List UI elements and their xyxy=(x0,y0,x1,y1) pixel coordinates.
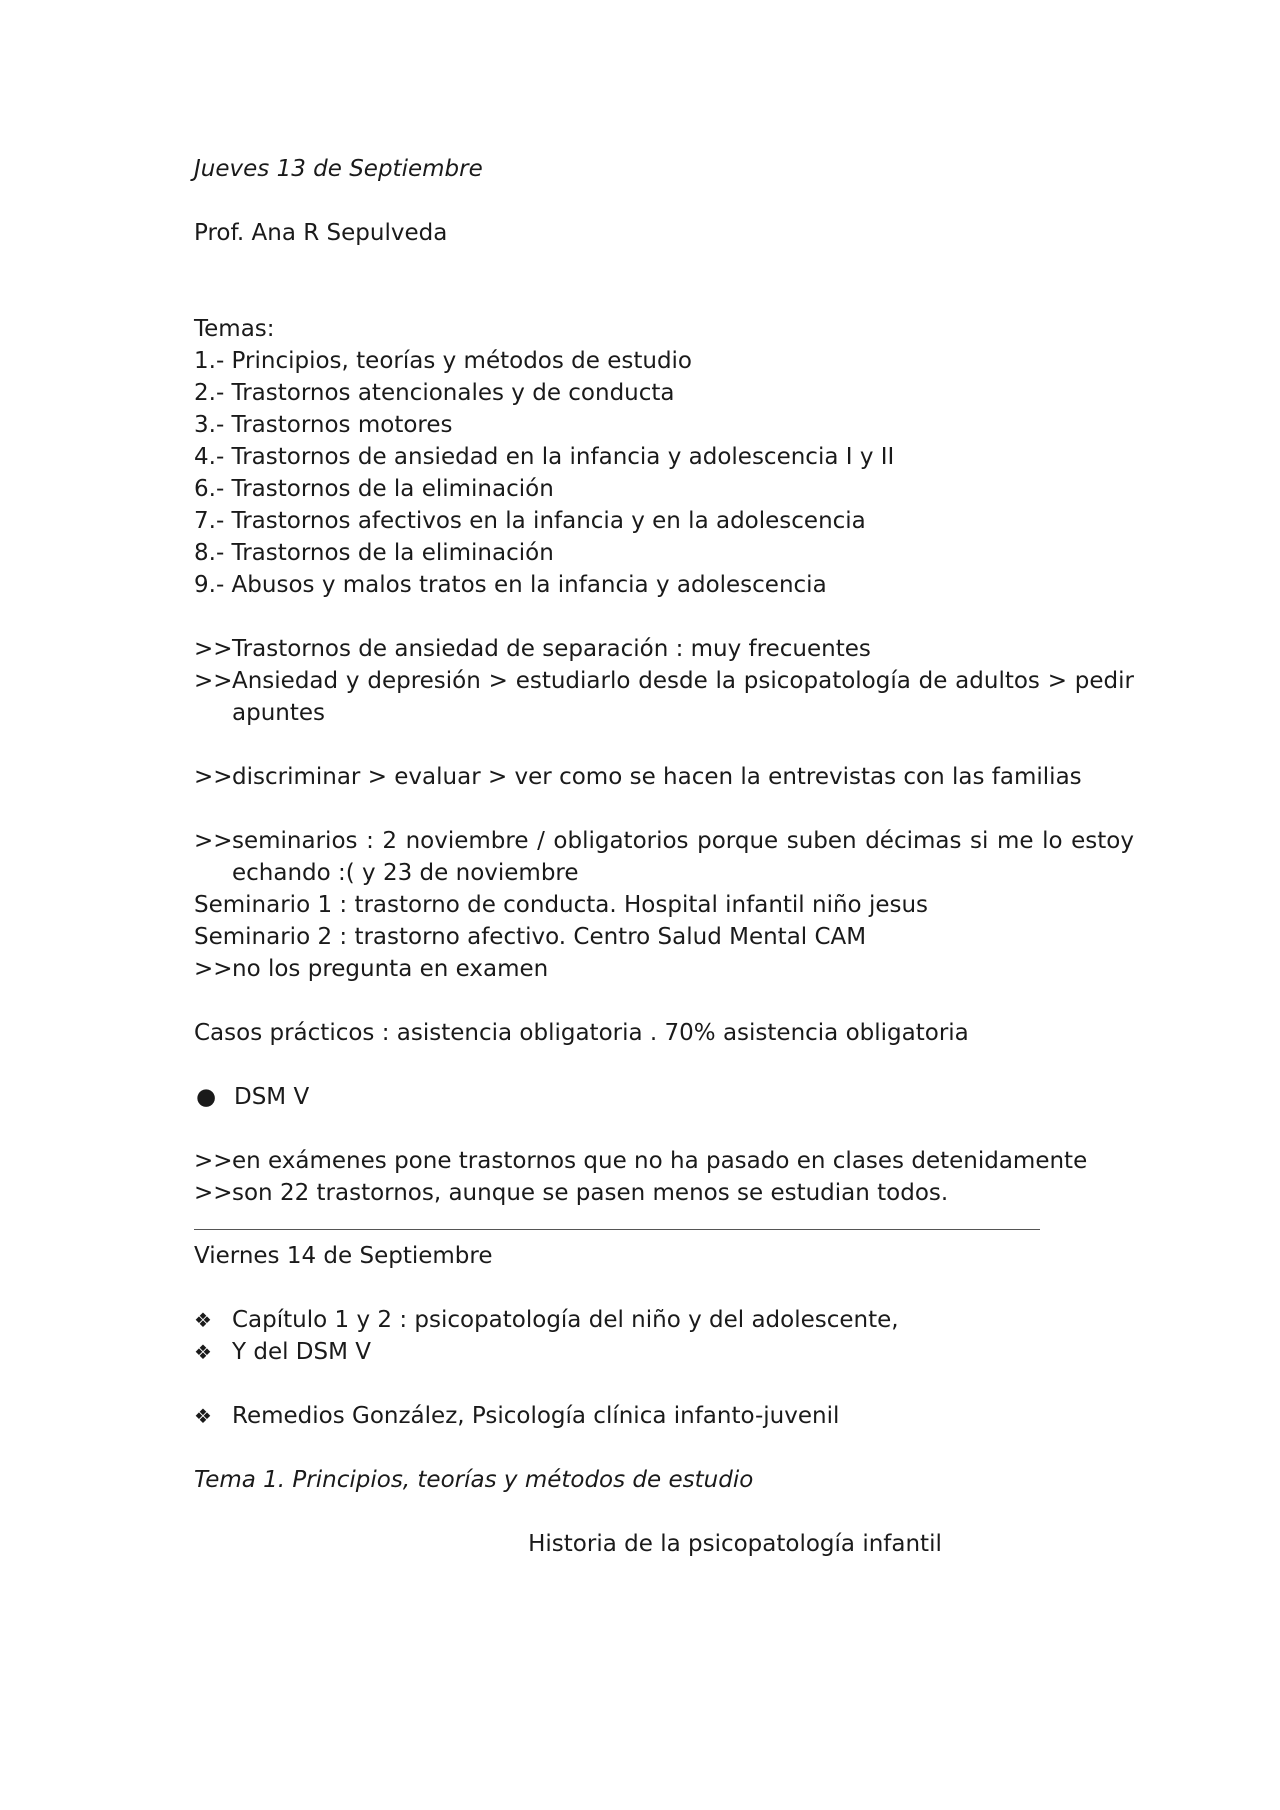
tema-item: 6.- Trastornos de la eliminación xyxy=(194,476,554,502)
seminario-line: Seminario 2 : trastorno afectivo. Centro Salud Mental CAM xyxy=(194,924,867,950)
second-date-heading: Viernes 14 de Septiembre xyxy=(194,1243,493,1269)
note-text: son 22 trastornos, aunque se pasen menos se estudian todos. xyxy=(232,1180,949,1206)
arrow-marker: >> xyxy=(194,1148,233,1174)
tema-title: Tema 1. Principios, teorías y métodos de estudio xyxy=(194,1467,754,1493)
diamond-text: Y del DSM V xyxy=(232,1339,372,1365)
tema-item: 2.- Trastornos atencionales y de conducta xyxy=(194,380,675,406)
diamond-item xyxy=(194,1336,1134,1368)
diamond-item xyxy=(194,1400,1134,1432)
diamond-item xyxy=(194,1304,1134,1336)
temas-heading: Temas: xyxy=(194,316,275,342)
tema-item: 3.- Trastornos motores xyxy=(194,412,453,438)
note-text: Trastornos de ansiedad de separación : muy frecuentes xyxy=(232,636,871,662)
document-body xyxy=(194,153,1134,1560)
diamond-bullet-icon: ❖ xyxy=(194,1308,212,1332)
note-text: discriminar > evaluar > ver como se hacen la entrevistas con las familias xyxy=(232,764,1082,790)
note-text: no los pregunta en examen xyxy=(232,956,549,982)
tema-item: 7.- Trastornos afectivos en la infancia y en la adolescencia xyxy=(194,508,866,534)
note-text: seminarios : 2 noviembre / obligatorios porque suben décimas si me lo estoy echando :( y 23 de noviembre xyxy=(232,828,1134,886)
horizontal-divider xyxy=(194,1229,1040,1230)
date-heading: Jueves 13 de Septiembre xyxy=(194,156,483,182)
note-item xyxy=(194,633,1134,665)
bullet-item xyxy=(194,1081,1134,1113)
note-item xyxy=(194,761,1134,793)
tema-item: 1.- Principios, teorías y métodos de estudio xyxy=(194,348,693,374)
arrow-marker: >> xyxy=(194,1180,233,1206)
note-text: Ansiedad y depresión > estudiarlo desde la psicopatología de adultos > pedir apuntes xyxy=(232,668,1134,726)
note-item xyxy=(194,825,1134,889)
bullet-text: DSM V xyxy=(234,1084,310,1110)
seminario-line: Seminario 1 : trastorno de conducta. Hospital infantil niño jesus xyxy=(194,892,929,918)
note-item xyxy=(194,953,1134,985)
note-item xyxy=(194,665,1134,729)
professor-name: Prof. Ana R Sepulveda xyxy=(194,220,448,246)
diamond-text: Remedios González, Psicología clínica infanto-juvenil xyxy=(232,1403,840,1429)
diamond-text: Capítulo 1 y 2 : psicopatología del niño y del adolescente, xyxy=(232,1307,899,1333)
tema-item: 4.- Trastornos de ansiedad en la infancia y adolescencia I y II xyxy=(194,444,895,470)
note-item xyxy=(194,1177,1134,1209)
bullet-icon: ● xyxy=(196,1084,217,1110)
note-text: en exámenes pone trastornos que no ha pasado en clases detenidamente xyxy=(232,1148,1088,1174)
arrow-marker: >> xyxy=(194,764,233,790)
tema-item: 8.- Trastornos de la eliminación xyxy=(194,540,554,566)
arrow-marker: >> xyxy=(194,636,233,662)
note-item xyxy=(194,1145,1134,1177)
arrow-marker: >> xyxy=(194,956,233,982)
arrow-marker: >> xyxy=(194,668,233,694)
diamond-bullet-icon: ❖ xyxy=(194,1340,212,1364)
section-title: Historia de la psicopatología infantil xyxy=(528,1531,942,1557)
tema-item: 9.- Abusos y malos tratos en la infancia y adolescencia xyxy=(194,572,827,598)
casos-practicos: Casos prácticos : asistencia obligatoria . 70% asistencia obligatoria xyxy=(194,1020,969,1046)
arrow-marker: >> xyxy=(194,828,233,854)
diamond-bullet-icon: ❖ xyxy=(194,1404,212,1428)
